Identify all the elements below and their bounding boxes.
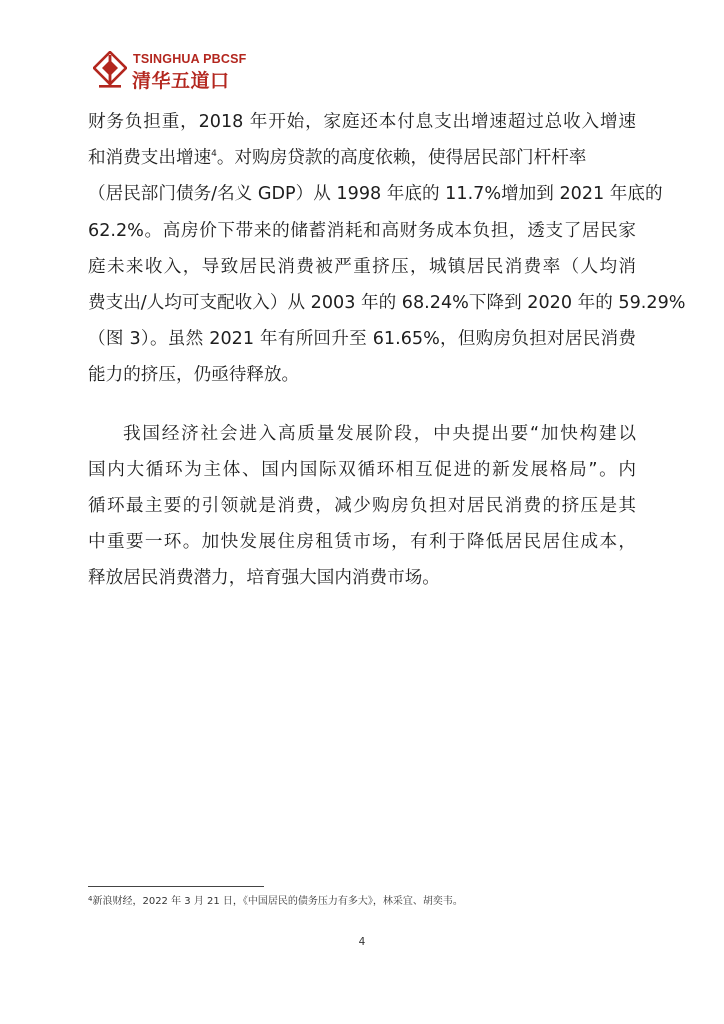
tsinghua-pbcsf-logo-icon [93,51,127,89]
header-logo [93,51,253,91]
paragraph-1-line-4: 62.2%。高房价下带来的储蓄消耗和高财务成本负担，透支了居民家 [88,220,636,241]
paragraph-2-line-5: 释放居民消费潜力，培育强大国内消费市场。 [88,568,440,589]
paragraph-1-line-6: 费支出/人均可支配收入）从 2003 年的 68.24%下降到 2020 年的 59.29% [88,292,686,313]
page-number: 4 [358,936,366,948]
paragraph-1-line-2b: 。对购房贷款的高度依赖，使得居民部门杆杆率 [216,148,587,169]
paragraph-1-line-8: 能力的挤压，仍亟待释放。 [88,365,300,386]
footnote-text: 新浪财经，2022 年 3 月 21 日，《中国居民的债务压力有多大》，林采宜、胡奕韦。 [92,896,463,907]
footnote-marker: 4 [88,895,93,903]
paragraph-1-line-2 [88,140,636,176]
logo-chinese-text: 清华五道口 [132,70,230,92]
paragraph-2-line-3: 循环最主要的引领就是消费，减少购房负担对居民消费的挤压是其 [88,495,636,516]
logo-english-text: TSINGHUA PBCSF [133,52,247,66]
paragraph-1-line-3: （居民部门债务/名义 GDP）从 1998 年底的 11.7%增加到 2021 年底的 [88,184,663,205]
paragraph-2-line-4: 中重要一环。加快发展住房租赁市场，有利于降低居民居住成本， [88,532,636,553]
paragraph-1-line-1: 财务负担重，2018 年开始，家庭还本付息支出增速超过总收入增速 [88,112,636,132]
paragraph-1-line-5: 庭未来收入，导致居民消费被严重挤压，城镇居民消费率（人均消 [88,256,636,277]
paragraph-2-line-1: 我国经济社会进入高质量发展阶段，中央提出要“加快构建以 [123,423,636,444]
paragraph-2-line-2: 国内大循环为主体、国内国际双循环相互促进的新发展格局”。内 [88,459,636,480]
footnote-reference: 4 [211,149,217,160]
footnote-separator [88,886,264,887]
paragraph-1-line-2a: 和消费支出增速 [88,148,212,169]
footnote [88,892,463,907]
paragraph-1-line-7: （图 3）。虽然 2021 年有所回升至 61.65%，但购房负担对居民消费 [88,329,636,350]
document-body [88,104,686,596]
